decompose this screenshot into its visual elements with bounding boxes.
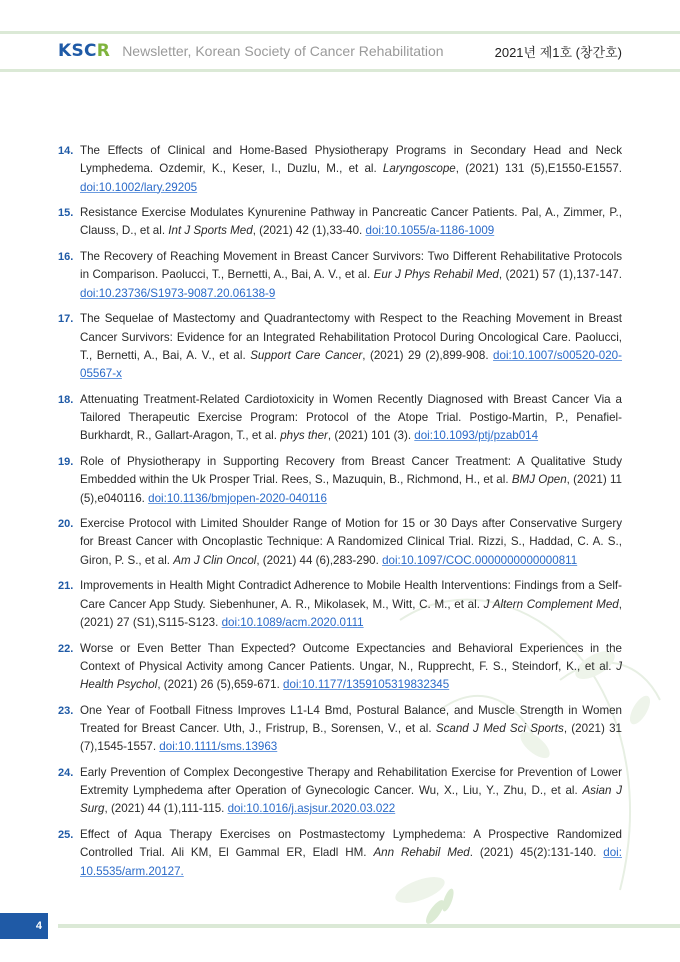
reference-list (58, 142, 622, 888)
reference-item (58, 640, 622, 695)
doi-link[interactable]: doi:10.1055/a-1186-1009 (365, 224, 495, 238)
reference-citation: , (2021) 31 (7),1545-1557. (80, 721, 622, 754)
journal-name: J Health Psychol (80, 659, 622, 692)
journal-name: Am J Clin Oncol (173, 553, 257, 567)
reference-number: 22. (58, 642, 74, 655)
reference-text: Exercise Protocol with Limited Shoulder Range of Motion for 15 or 30 Days after Conservative Surgery for Breast Cancer with Oncoplastic Technique: A Randomized Clinical Trial. Rizzi, S., Haddad, C. A. S., Giron, P. S., et al. (80, 517, 622, 567)
reference-citation: , (2021) 44 (1),111-115. (104, 802, 225, 816)
reference-citation: , (2021) 101 (3). (327, 429, 412, 443)
reference-citation: , (2021) 27 (S1),S115-S123. (80, 597, 622, 629)
journal-name: J Altern Complement Med (483, 597, 619, 611)
reference-number: 19. (58, 455, 74, 468)
doi-link[interactable]: doi: 10.5535/arm.20127. (80, 846, 622, 878)
reference-number: 14. (58, 145, 74, 157)
reference-text: The Effects of Clinical and Home-Based Physiotherapy Programs in Secondary Head and Neck Lymphedema. Ozdemir, K., Keser, I., Duzlu, M., et al. (80, 144, 622, 176)
reference-number: 25. (58, 829, 74, 842)
reference-item (58, 826, 622, 881)
reference-number: 16. (58, 251, 74, 264)
reference-item (58, 391, 622, 446)
reference-text: Effect of Aqua Therapy Exercises on Postmastectomy Lymphedema: A Prospective Randomized Controlled Trial. Ali KM, El Gammal ER, Eladl HM. (80, 828, 622, 860)
journal-name: Asian J Surg (80, 784, 622, 816)
doi-link[interactable]: doi:10.1002/lary.29205 (80, 180, 198, 194)
reference-text: The Sequelae of Mastectomy and Quadrantectomy with Respect to the Reaching Movement in Breast Cancer Survivors: Evidence for an Integrated Rehabilitation Protocol During Oncological Care. Paolucci, T., Bernetti, A., Bai, A. V., et al. (80, 312, 622, 362)
doi-link[interactable]: doi:10.1136/bmjopen-2020-040116 (148, 491, 327, 505)
doi-link[interactable]: doi:10.1097/COC.0000000000000811 (382, 553, 578, 567)
footer-rule (58, 924, 680, 928)
doi-link[interactable]: doi:10.1089/acm.2020.0111 (221, 615, 364, 629)
reference-citation: , (2021) 57 (1),137-147. (498, 268, 622, 282)
reference-text: The Recovery of Reaching Movement in Breast Cancer Survivors: Two Different Rehabilitative Protocols in Comparison. Paolucci, T., Bernetti, A., Bai, A. V., et al. (80, 250, 622, 282)
journal-name: Scand J Med Sci Sports (435, 721, 564, 735)
doi-link[interactable]: doi:10.1016/j.asjsur.2020.03.022 (227, 802, 396, 816)
reference-item (58, 515, 622, 570)
reference-item (58, 702, 622, 757)
reference-item (58, 577, 622, 632)
reference-text: Worse or Even Better Than Expected? Outcome Expectancies and Behavioral Experiences in the Context of Physical Activity among Cancer Patients. Ungar, N., Rupprecht, F. S., Steindorf, K., et al. (80, 641, 622, 673)
reference-item (58, 142, 622, 197)
journal-name: Int J Sports Med (168, 224, 253, 238)
reference-item (58, 453, 622, 508)
reference-text: Role of Physiotherapy in Supporting Recovery from Breast Cancer Treatment: A Qualitative Study Embedded within the Uk Prosper Trial. Rees, S., Mazuquin, B., Richmond, H., et al. (80, 454, 622, 487)
journal-name: Eur J Phys Rehabil Med (373, 268, 499, 282)
reference-text: Resistance Exercise Modulates Kynurenine Pathway in Pancreatic Cancer Patients. Pal, A., Zimmer, P., Clauss, D., et al. (80, 206, 622, 238)
newsletter-title: Newsletter, Korean Society of Cancer Rehabilitation (122, 43, 444, 59)
reference-number: 15. (58, 207, 74, 220)
reference-number: 24. (58, 766, 74, 779)
header-rule (0, 69, 680, 72)
reference-citation: , (2021) 42 (1),33-40. (252, 224, 363, 238)
doi-link[interactable]: doi:10.1093/ptj/pzab014 (414, 429, 539, 443)
reference-citation: , (2021) 44 (6),283-290. (256, 553, 379, 567)
journal-name: Laryngoscope (382, 162, 456, 176)
reference-item (58, 204, 622, 241)
doi-link[interactable]: doi:10.1111/sms.13963 (159, 740, 278, 754)
doi-link[interactable]: doi:10.23736/S1973-9087.20.06138-9 (80, 286, 276, 300)
reference-citation: , (2021) 29 (2),899-908. (362, 348, 489, 362)
reference-text: Attenuating Treatment-Related Cardiotoxicity in Women Recently Diagnosed with Breast Cancer Via a Tailored Therapeutic Exercise Program: Protocol of the Atope Trial. Postigo-Martin, P., Penafiel-Burkhardt, R., Gallart-Aragon, T., et al. (80, 392, 622, 443)
reference-number: 17. (58, 313, 74, 326)
page-number: 4 (35, 920, 42, 932)
reference-item (58, 248, 622, 303)
reference-text: One Year of Football Fitness Improves L1-L4 Bmd, Postural Balance, and Muscle Strength in Women Treated for Breast Cancer. Uth, J., Fristrup, B., Sorensen, V., et al. (80, 703, 622, 735)
reference-text: Improvements in Health Might Contradict Adherence to Mobile Health Interventions: Findings from a Self-Care Cancer App Study. Siebenhuner, A. R., Mikolasek, M., Witt, C. M., et al. (80, 579, 622, 611)
reference-number: 20. (58, 518, 74, 531)
reference-number: 23. (58, 704, 74, 717)
reference-citation: , (2021) 26 (5),659-671. (157, 678, 280, 692)
kscr-logo: KSCR (58, 41, 111, 61)
journal-name: Support Care Cancer (250, 348, 363, 362)
reference-citation: , (2021) 11 (5),e040116. (80, 473, 622, 505)
journal-name: Ann Rehabil Med (373, 846, 470, 860)
top-rule (0, 31, 680, 34)
journal-name: BMJ Open (511, 473, 567, 487)
reference-citation: . (2021) 45(2):131-140. (469, 846, 597, 860)
reference-citation: , (2021) 131 (5),E1550-E1557. (455, 162, 622, 176)
reference-number: 21. (58, 580, 74, 593)
reference-item (58, 764, 622, 819)
issue-label: 2021년 제1호 (창간호) (494, 44, 622, 60)
page-number-tab (0, 913, 48, 939)
journal-name: phys ther (280, 429, 328, 443)
reference-number: 18. (58, 393, 74, 406)
reference-item (58, 310, 622, 383)
reference-text: Early Prevention of Complex Decongestive Therapy and Rehabilitation Exercise for Prevention of Lower Extremity Lymphedema after Operation of Gynecologic Cancer. Wu, X., Liu, Y., Zhu, D., et al. (80, 765, 622, 798)
doi-link[interactable]: doi:10.1177/1359105319832345 (283, 678, 450, 692)
doi-link[interactable]: doi:10.1007/s00520-020-05567-x (80, 348, 622, 381)
page-header (58, 40, 622, 62)
